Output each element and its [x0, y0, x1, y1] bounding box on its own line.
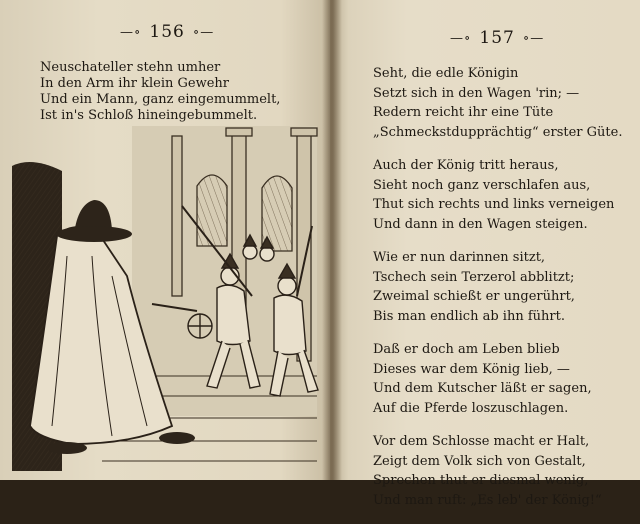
verse-line: Auf die Pferde loszuschlagen. — [373, 400, 569, 416]
verse-line: Daß er doch am Leben blieb — [373, 342, 560, 357]
verse-line: Und man ruft: „Es leb' der König!“ — [373, 492, 602, 508]
verse-line: In den Arm ihr klein Gewehr — [40, 76, 229, 91]
stanza — [373, 432, 635, 510]
left-page-number: 156 — [149, 22, 185, 42]
stanza — [373, 156, 635, 234]
verse-line: Zweimal schießt er ungerührt, — [373, 289, 575, 304]
verse-line: Vor dem Schlosse macht er Halt, — [373, 434, 590, 449]
verse-line: Auch der König tritt heraus, — [373, 158, 559, 173]
verse-line: Tschech sein Terzerol abblitzt; — [373, 269, 575, 285]
verse-line: Thut sich rechts und links verneigen — [373, 197, 615, 212]
verse-line: Sieht noch ganz verschlafen aus, — [373, 177, 591, 193]
verse-line: Und ein Mann, ganz eingemummelt, — [40, 92, 281, 107]
verse-line: Seht, die edle Königin — [373, 66, 519, 81]
left-verse — [40, 60, 310, 124]
right-verse — [373, 64, 635, 524]
folio-ornament-icon: —∘ — [120, 24, 142, 40]
stanza — [373, 64, 635, 142]
verse-line: Sprechen thut er diesmal wenig, — [373, 473, 589, 488]
left-page — [0, 0, 330, 480]
folio-ornament-icon: —∘ — [450, 30, 472, 46]
verse-line: Und dann in den Wagen steigen. — [373, 216, 588, 232]
verse-line: Zeigt dem Volk sich von Gestalt, — [373, 453, 586, 469]
right-page-number: 157 — [479, 28, 515, 48]
verse-line: Dieses war dem König lieb, — — [373, 361, 570, 377]
verse-line: „Schmeckstdupprächtig“ erster Güte. — [373, 124, 623, 140]
stanza — [373, 248, 635, 326]
verse-line: Ist in's Schloß hineingebummelt. — [40, 108, 258, 123]
verse-line: Wie er nun darinnen sitzt, — [373, 250, 546, 265]
folio-ornament-icon: ∘— — [192, 24, 215, 40]
verse-line: Redern reicht ihr eine Tüte — [373, 105, 554, 120]
verse-line: Neuschateller stehn umher — [40, 60, 221, 75]
right-page-folio — [450, 28, 544, 48]
left-page-folio — [120, 22, 214, 42]
folio-ornament-icon: ∘— — [522, 30, 545, 46]
woodcut-illustration — [12, 126, 317, 471]
verse-line: Setzt sich in den Wagen 'rin; — — [373, 85, 580, 101]
stanza — [373, 340, 635, 418]
verse-line: Bis man endlich ab ihn führt. — [373, 308, 565, 324]
right-page — [330, 0, 640, 508]
verse-line: Und dem Kutscher läßt er sagen, — [373, 381, 592, 396]
